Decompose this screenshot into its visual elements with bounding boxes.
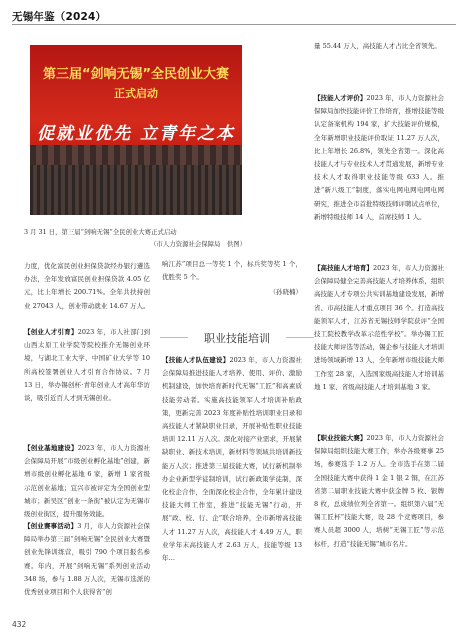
right-section-2-body: 2023 年，市人力资源社会保障局加快技能评价工作培育，推增技能等级认定备案机构 194 家，扩大技能评价规模，全年新增职业技能评价取证 11.27 万人次，比上年增长 26.8%，领先全省第一。深化高技能人才与专业技术人才贯通发展，新增专业技术人才取得职业技能等级 633 人。推进“新八级工”制度，落实电网电网电网电网研究，推进全市首批特级技师评聘试点单位，新增特级技师 14 人，首席技师 1 人。 bbox=[314, 94, 445, 221]
photo-slogan: 促就业优先 立青年之本 bbox=[37, 124, 235, 144]
mid-paragraph-1: 响江苏”项目总一等奖 1 个，标兵奖等奖 1 个，优胜奖 5 个。 bbox=[162, 260, 302, 282]
section-title: 职业技能培训 bbox=[162, 330, 312, 346]
event-photo bbox=[30, 45, 242, 215]
photo-caption bbox=[24, 226, 254, 250]
photo-banner-title: 第三届“剑响无锡”全民创业大赛 bbox=[42, 67, 230, 82]
right-section-2-heading: 【技能人才评价】 bbox=[314, 94, 367, 102]
right-section-high-skill bbox=[314, 262, 444, 394]
mid-section-heading: 【技能人才队伍建设】 bbox=[162, 356, 230, 364]
left-section-3-heading: 【创业基地建设】 bbox=[24, 444, 78, 452]
right-section-4-heading: 【职业技能大赛】 bbox=[314, 434, 367, 442]
photo-stage bbox=[30, 145, 242, 165]
mid-section-talent-team bbox=[162, 354, 302, 612]
left-section-2-heading: 【创业人才引育】 bbox=[24, 328, 78, 336]
left-section-4-body: 3 月，市人力资源社会保障局举办第三届“剑响无锡”全民创业大赛暨创业先锋训练营，吸引 790 个项目报名参赛。年内，开展“剑响无锡”系列创业活动 348 场，参与 1.88 万人次，无锡市选派的优秀创业项目和个人获得省“创 bbox=[24, 522, 150, 597]
left-section-events bbox=[24, 520, 150, 614]
right-section-4-body: 2023 年，市人力资源社会保障局组织技能大赛工作，举办各级赛事 25 场，参赛选手 1.2 万人。全市选手在第二届全国技能大赛中获得 1 金 1 银 2 铜，在江苏省第二届职业技能大赛中获金牌 5 枚、银牌 8 枚，总成绩位列全省第一。组织第六届“无锡工匠杯”技能大赛，设 28 个竞赛项目，参赛人员超 3000 人，培树“无锡工匠”等示范标杆，打造“技能无锡”城市名片。 bbox=[314, 434, 444, 548]
left-section-creative-talent bbox=[24, 326, 150, 405]
header-title: 无锡年鉴（2024） bbox=[12, 11, 107, 23]
right-section-3-heading: 【高技能人才培育】 bbox=[314, 264, 373, 272]
right-section-competition bbox=[314, 432, 444, 618]
caption-line-2: （市人力资源社会保障局 供图） bbox=[150, 240, 246, 248]
left-section-2-body: 2023 年，市人社部门到山西太原工业学院等院校推介无锡创业环境，与湖北工业大学、中国矿业大学等 10 所高校签署创业人才引育合作协议。7 月 13 日，举办锡创杯·青年创业人才高年华访谈，吸引近百人才到无锡创业。 bbox=[24, 328, 151, 403]
right-section-3-body: 2023 年，市人力资源社会保障局健全完善高技能人才培养体系，组织高技能人才专项公共实训基地建设发展，新增省、市高技能人才重点项目 36 个。打造高技能领军人才，江苏省无锡技师学院获评“全国技工院校教学改革示范性学校”。举办锡工匠技能大师评选等活动，锡企参与技能人才培训进场领域新增 13 人，全年新增市级技能大师工作室 28 家，入选国家级高技能人才培训基地 1 家、省级高技能人才培训基地 3 家。 bbox=[314, 264, 445, 391]
photo-audience bbox=[30, 165, 242, 215]
left-paragraph-1: 力度，优化富民创业担保贷款经办银行遴选办法，全年发放富民创业担保贷款 4.05 亿元，比上年增长 200.71%。全年共扶持创业 27043 人，创业带动就业 14.67 万人。 bbox=[24, 262, 150, 310]
caption-line-1: 3 月 31 日，第三届“剑响无锡”全民创业大赛正式启动 bbox=[24, 228, 177, 236]
right-section-evaluation bbox=[314, 92, 444, 224]
page-number: 432 bbox=[12, 620, 27, 629]
mid-section-body: 2023 年，市人力资源社会保障局推进技能人才培养、使用、评价、激励机制建设，加快培育新时代无锡“工匠”和高素质技能劳动者。实施高技能领军人才培训补贴政策，更新完善 2023 年度补贴性培训职业目录和高技能人才紧缺职业目录，开展补贴性职业技能培训 12.11 万人次。深化对接产业需求，开展紧缺职业、新技术培训，新材料等领域共培训新技能万人次；推进第三届技能大赛，试行新机制举办企业新型学徒制培训，试行新政策学徒制，深化校企合作，全面深化校企合作，全年累计建设技能大师工作室，推进“技能无锡”行动，开展“政、校、行、企”联合培养，全市新增高技能人才 11.27 万人次，高技能人才 4.49 万人，职业学年末高技能人才 2.63 万人，技能等级 13 年… bbox=[162, 356, 302, 563]
header-divider bbox=[12, 24, 456, 25]
photo-banner-subtitle: 正式启动 bbox=[114, 87, 158, 100]
right-paragraph-1: 量 55.44 万人，高技能人才占比全省领先。 bbox=[314, 42, 441, 50]
left-section-base bbox=[24, 442, 150, 521]
left-section-3-body: 2023 年，市人力资源社会保障局开展“市级创业孵化基地”创建，新增市级创业孵化基地 6 家，新增 1 家省级示范创业基地；宜兴市被评定为全国创业型城市；新吴区“创业一条街”被认定为无锡市级创业街区，提升服务效能。 bbox=[24, 444, 151, 519]
left-section-4-heading: 【创业赛事活动】 bbox=[24, 522, 78, 530]
mid-author-signature: （孙晓楠） bbox=[269, 288, 302, 296]
